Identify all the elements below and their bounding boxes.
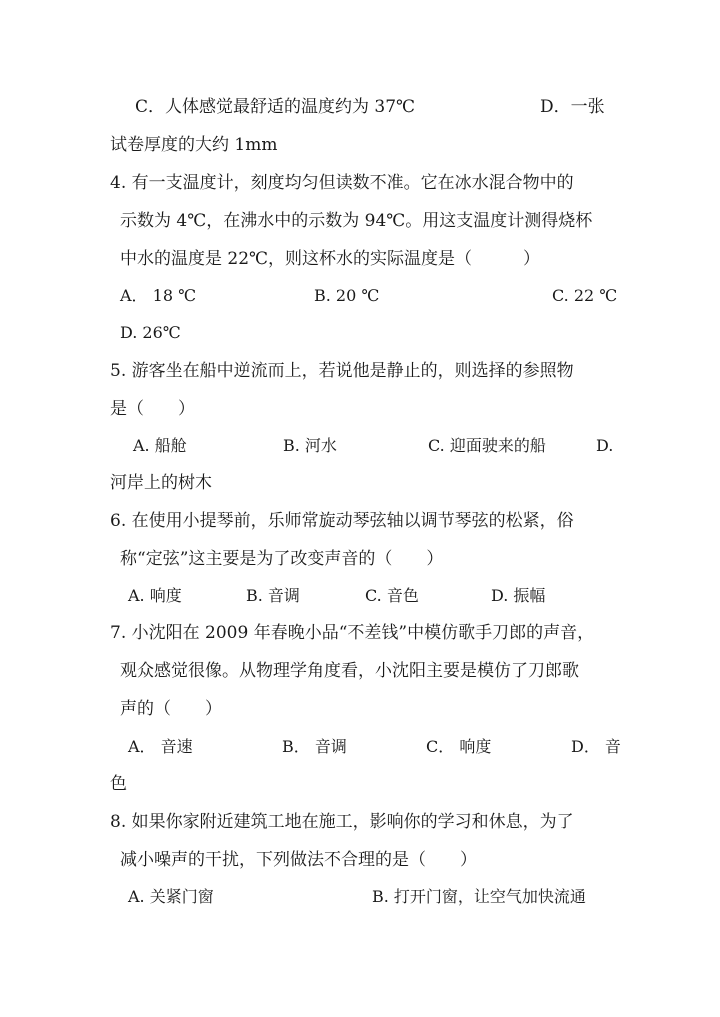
q4-option-d: D. 26℃ <box>120 323 181 342</box>
q8-stem-line1: 8. 如果你家附近建筑工地在施工，影响你的学习和休息，为了 <box>110 812 574 832</box>
q3-option-c: C．人体感觉最舒适的温度约为 37℃ <box>135 97 416 117</box>
q4-option-b: B. 20 ℃ <box>314 286 380 305</box>
q7-option-a: A． 音速 <box>128 737 193 756</box>
q6-stem-line1: 6. 在使用小提琴前，乐师常旋动琴弦轴以调节琴弦的松紧，俗 <box>110 511 574 531</box>
q6-option-c: C. 音色 <box>365 586 419 605</box>
q7-option-d: D． 音 <box>571 737 621 756</box>
q4-stem-line1: 4. 有一支温度计，刻度均匀但读数不准。它在冰水混合物中的 <box>110 173 574 193</box>
q6-stem-line2: 称“定弦”这主要是为了改变声音的（ ） <box>120 549 444 569</box>
q8-option-b: B. 打开门窗，让空气加快流通 <box>372 887 586 906</box>
q5-stem-line2: 是（ ） <box>110 399 195 419</box>
q5-option-d-continued: 河岸上的树木 <box>110 473 212 493</box>
q5-option-a: A. 船舱 <box>133 436 187 455</box>
q5-stem-line1: 5. 游客坐在船中逆流而上，若说他是静止的，则选择的参照物 <box>110 361 574 381</box>
q7-option-d-continued: 色 <box>110 774 127 794</box>
q5-option-c: C. 迎面驶来的船 <box>428 436 546 455</box>
q6-option-d: D. 振幅 <box>491 586 546 605</box>
q3-option-d: D．一张 <box>540 97 605 117</box>
q8-option-a: A. 关紧门窗 <box>128 887 214 906</box>
q4-stem-line2: 示数为 4℃，在沸水中的示数为 94℃。用这支温度计测得烧杯 <box>120 211 593 231</box>
q8-stem-line2: 减小噪声的干扰，下列做法不合理的是（ ） <box>120 850 477 870</box>
q5-option-b: B. 河水 <box>283 436 337 455</box>
q6-option-a: A. 响度 <box>128 586 182 605</box>
q7-option-c: C． 响度 <box>426 737 492 756</box>
q7-stem-line2: 观众感觉很像。从物理学角度看，小沈阳主要是模仿了刀郎歌 <box>120 661 579 681</box>
q7-stem-line3: 声的（ ） <box>120 699 222 719</box>
q4-option-c: C. 22 ℃ <box>552 286 618 305</box>
q3-option-d-continued: 试卷厚度的大约 1mm <box>110 135 278 155</box>
q4-stem-line3: 中水的温度是 22℃，则这杯水的实际温度是（ ） <box>120 249 541 269</box>
q6-option-b: B. 音调 <box>246 586 300 605</box>
q7-option-b: B． 音调 <box>282 737 347 756</box>
q5-option-d: D. <box>596 436 614 455</box>
q7-stem-line1: 7. 小沈阳在 2009 年春晚小品“不差钱”中模仿歌手刀郎的声音， <box>110 623 595 643</box>
q4-option-a: A． 18 ℃ <box>120 286 196 305</box>
